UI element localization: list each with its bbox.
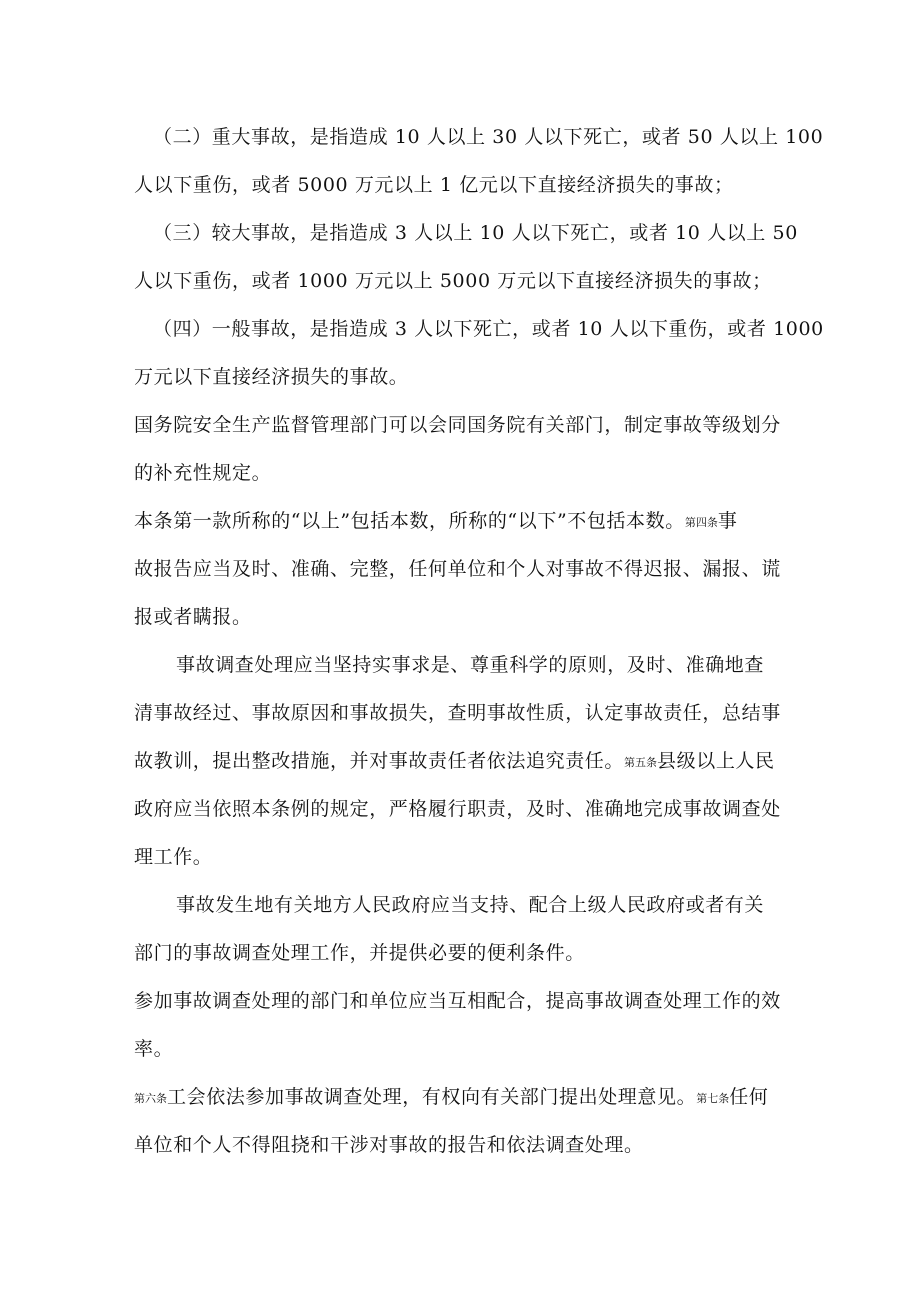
text-line (134, 605, 794, 629)
text-run: （三）较大事故，是指造成 3 人以上 10 人以下死亡，或者 10 人以上 50 (153, 222, 798, 244)
text-line (134, 845, 794, 869)
text-line (134, 989, 794, 1013)
text-run: 单位和个人不得阻挠和干涉对事故的报告和依法调查处理。 (134, 1134, 644, 1156)
text-run: 清事故经过、事故原因和事故损失，查明事故性质，认定事故责任，总结事 (134, 702, 781, 724)
text-line (153, 125, 824, 149)
text-line (176, 653, 836, 677)
text-line (134, 797, 794, 821)
text-line (176, 893, 836, 917)
text-line (153, 221, 813, 245)
text-run: 理工作。 (134, 846, 213, 868)
text-line (134, 1085, 794, 1111)
text-line (153, 317, 824, 341)
text-run: 工会依法参加事故调查处理，有权向有关部门提出处理意见。 (167, 1086, 697, 1108)
text-run: （四）一般事故，是指造成 3 人以下死亡，或者 10 人以下重伤，或者 1000 (153, 318, 824, 340)
text-line (134, 365, 794, 389)
text-run: 的补充性规定。 (134, 462, 272, 484)
text-line (134, 557, 794, 581)
text-run: 人以下重伤，或者 1000 万元以上 5000 万元以下直接经济损失的事故； (134, 270, 772, 292)
text-line (134, 701, 794, 725)
text-run: 报或者瞒报。 (134, 606, 252, 628)
text-run: 故报告应当及时、准确、完整，任何单位和个人对事故不得迟报、漏报、谎 (134, 558, 781, 580)
text-run: 率。 (134, 1038, 174, 1060)
text-line (134, 1133, 794, 1157)
text-run: 国务院安全生产监督管理部门可以会同国务院有关部门，制定事故等级划分 (134, 414, 781, 436)
text-line (134, 509, 794, 535)
text-run: 事故发生地有关地方人民政府应当支持、配合上级人民政府或者有关 (176, 894, 765, 916)
text-run: 事 (717, 510, 738, 532)
text-run: 故教训，提出整改措施，并对事故责任者依法追究责任。 (134, 750, 625, 772)
text-run: 部门的事故调查处理工作，并提供必要的便利条件。 (134, 942, 585, 964)
text-run: 政府应当依照本条例的规定，严格履行职责，及时、准确地完成事故调查处 (134, 798, 781, 820)
text-run: 任何 (729, 1086, 769, 1108)
article-number: 第五条 (624, 756, 658, 769)
article-number: 第六条 (134, 1092, 167, 1105)
text-run: 本条第一款所称的“以上”包括本数，所称的“以下”不包括本数。 (134, 510, 685, 532)
text-line (134, 413, 794, 437)
text-line (134, 1037, 794, 1061)
article-number: 第七条 (696, 1092, 730, 1105)
article-number: 第四条 (684, 516, 718, 529)
text-line (134, 461, 794, 485)
text-line (134, 173, 794, 197)
text-line (134, 269, 794, 293)
text-run: 县级以上人民 (657, 750, 775, 772)
text-run: 人以下重伤，或者 5000 万元以上 1 亿元以下直接经济损失的事故； (134, 174, 734, 196)
text-run: （二）重大事故，是指造成 10 人以上 30 人以下死亡，或者 50 人以上 100 (153, 126, 824, 148)
text-line (134, 749, 794, 775)
text-run: 事故调查处理应当坚持实事求是、尊重科学的原则，及时、准确地查 (176, 654, 765, 676)
text-run: 万元以下直接经济损失的事故。 (134, 366, 409, 388)
text-run: 参加事故调查处理的部门和单位应当互相配合，提高事故调查处理工作的效 (134, 990, 781, 1012)
text-line (134, 941, 794, 965)
